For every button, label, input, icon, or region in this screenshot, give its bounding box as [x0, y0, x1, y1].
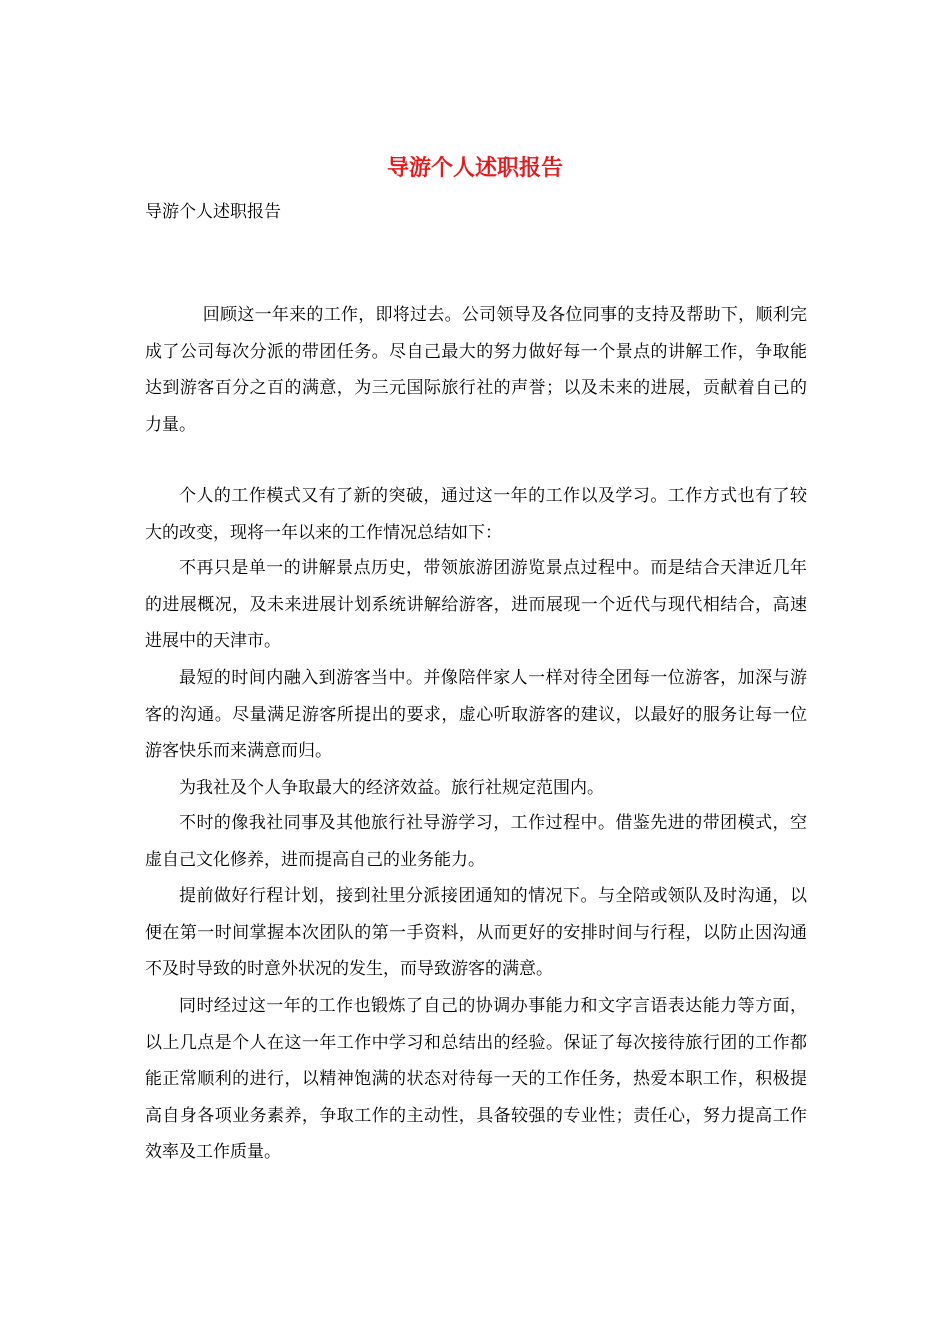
paragraph-7: 提前做好行程计划，接到社里分派接团通知的情况下。与全陪或领队及时沟通，以便在第一时间掌握本次团队的第一手资料，从而更好的安排时间与行程，以防止因沟通不及时导致的时意外状况的发生，而导致游客的满意。 [145, 886, 807, 979]
paragraph-8: 同时经过这一年的工作也锻炼了自己的协调办事能力和文字言语表达能力等方面，以上几点是个人在这一年工作中学习和总结出的经验。保证了每次接待旅行团的工作都能正常顺利的进行，以精神饱满的状态对待每一天的工作任务，热爱本职工作，积极提高自身各项业务素养，争取工作的主动性，具备较强的专业性；责任心，努力提高工作效率及工作质量。 [145, 996, 807, 1162]
paragraph-4: 最短的时间内融入到游客当中。并像陪伴家人一样对待全团每一位游客，加深与游客的沟通。尽量满足游客所提出的要求，虚心听取游客的建议，以最好的服务让每一位游客快乐而来满意而归。 [145, 668, 807, 761]
document-title: 导游个人述职报告 [386, 155, 563, 181]
paragraph-3: 不再只是单一的讲解景点历史，带领旅游团游览景点过程中。而是结合天津近几年的进展概况，及未来进展计划系统讲解给游客，进而展现一个近代与现代相结合，高速进展中的天津市。 [145, 558, 807, 651]
paragraph-6: 不时的像我社同事及其他旅行社导游学习，工作过程中。借鉴先进的带团模式，空虚自己文化修养，进而提高自己的业务能力。 [145, 813, 807, 870]
paragraph-5: 为我社及个人争取最大的经济效益。旅行社规定范围内。 [179, 778, 604, 798]
document-subtitle: 导游个人述职报告 [145, 202, 281, 222]
paragraph-1: 回顾这一年来的工作，即将过去。公司领导及各位同事的支持及帮助下，顺利完成了公司每次分派的带团任务。尽自己最大的努力做好每一个景点的讲解工作，争取能达到游客百分之百的满意，为三元国际旅行社的声誉；以及未来的进展，贡献着自己的力量。 [145, 305, 807, 435]
paragraph-2: 个人的工作模式又有了新的突破，通过这一年的工作以及学习。工作方式也有了较大的改变，现将一年以来的工作情况总结如下： [145, 486, 807, 543]
